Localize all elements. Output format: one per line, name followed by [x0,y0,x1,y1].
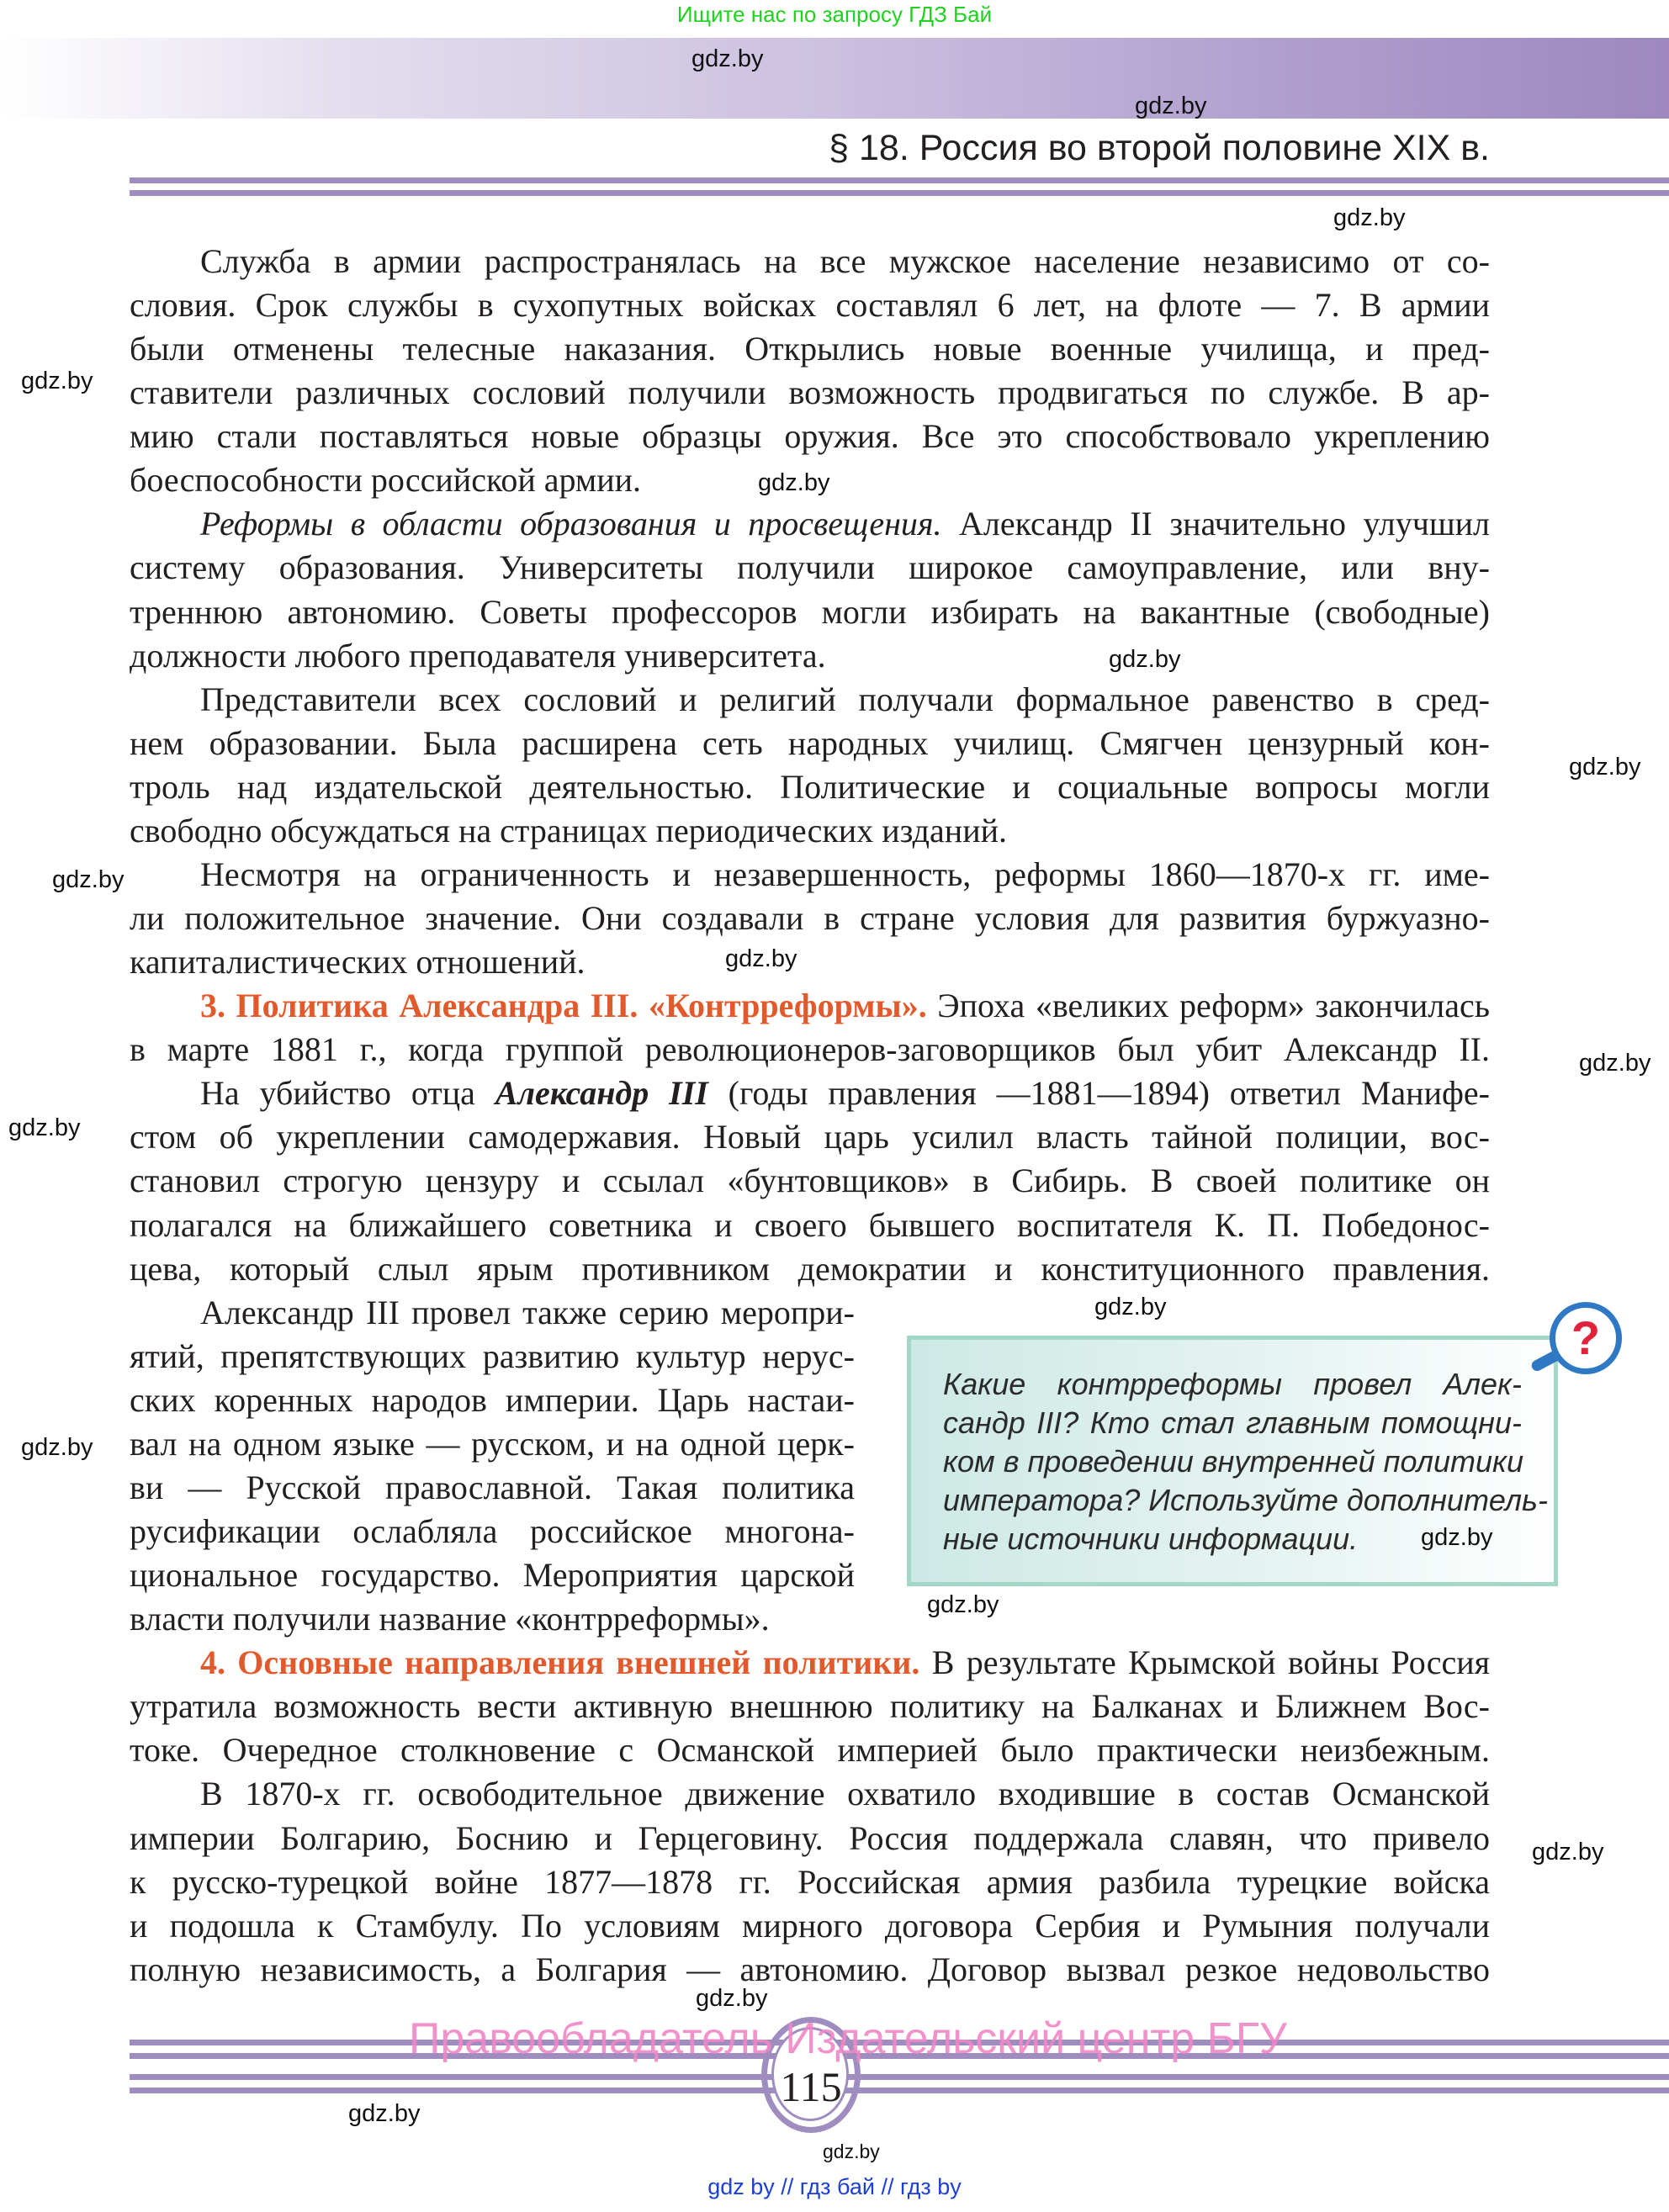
text-span: ви — Русской православной. Такая политика [130,1468,855,1506]
question-line: ком в проведении внутренней политики [943,1444,1524,1479]
gdz-watermark: gdz.by [1135,93,1207,119]
gdz-watermark: gdz.by [52,866,125,893]
text-span: токе. Очередное столкновение с Османской империей было практически неизбежным. [130,1731,1490,1770]
text-line [130,1553,855,1597]
italic-subheading: Реформы в области образования и просвещения. [200,505,942,543]
text-span: в марте 1881 г., когда группой революционеров-заговорщиков был убит Александр II. [130,1030,1490,1069]
gdz-watermark: gdz.by [823,2141,880,2162]
text-line [130,1072,1490,1115]
gdz-watermark: gdz.by [696,1985,768,2012]
text-line [130,502,1490,546]
text-span: русификации ослабляла российское многона- [130,1512,855,1551]
text-line [130,1291,855,1335]
text-line [130,371,1490,415]
gdz-watermark: gdz.by [1333,204,1406,231]
question-line: сандр III? Кто стал главным помощни- [943,1405,1522,1440]
text-span: мию стали поставляться новые образцы оружия. Все это способствовало укреплению [130,417,1490,456]
text-line [130,1028,1490,1072]
text-line [130,1685,1490,1728]
text-span: Служба в армии распространялась на все мужское население независимо от со- [200,242,1490,280]
footer-rule-3 [130,2074,1669,2080]
text-span: и подошла к Стамбулу. По условиям мирного договора Сербия и Румыния получали [130,1906,1490,1945]
gdz-watermark: gdz.by [1109,646,1181,673]
text-span: На убийство отца [200,1074,495,1113]
footer-rule-4 [130,2088,1669,2093]
text-line [130,415,1490,458]
gdz-watermark: gdz.by [927,1591,999,1618]
gdz-watermark: gdz.by [21,1434,93,1461]
text-span: Александр III провел также серию меропри- [200,1293,855,1331]
text-span: должности любого преподавателя университета. [130,636,826,675]
text-span: систему образования. Университеты получили широкое самоуправление, или вну- [130,548,1490,587]
gdz-watermark: gdz.by [1421,1524,1493,1551]
text-span: ли положительное значение. Они создавали в стране условия для развития буржуазно- [130,899,1490,938]
text-line [130,1466,855,1510]
question-line: императора? Используйте дополнитель- [943,1483,1548,1517]
text-line [130,1904,1490,1948]
gdz-watermark: gdz.by [725,945,797,972]
text-span: власти получили название «контрреформы». [130,1600,770,1638]
gdz-watermark: gdz.by [691,45,764,72]
text-line [130,240,1490,283]
text-line [130,1379,855,1422]
magnifier-question-icon: ? [1550,1302,1622,1374]
text-line [130,1860,1490,1904]
gdz-watermark: gdz.by [1569,754,1641,781]
emphasized-name: Александр III [495,1074,708,1113]
text-span: боеспособности российской армии. [130,461,642,500]
page-number: 115 [780,2063,842,2110]
text-line [130,1247,1490,1291]
text-span: полагался на ближайшего советника и своего бывшего воспитателя К. П. Победонос- [130,1205,1490,1244]
text-line [130,546,1490,590]
text-line [130,940,585,984]
text-line [130,765,1490,809]
question-line: Какие контрреформы провел Алек- [943,1367,1522,1401]
gdz-watermark: gdz.by [758,469,830,496]
text-line [130,1641,1490,1685]
gdz-watermark: gdz.by [8,1114,81,1141]
text-span: В результате Крымской войны Россия [919,1643,1491,1682]
text-line [130,634,826,678]
text-line [130,1728,1490,1772]
gdz-watermark: gdz.by [348,2100,421,2127]
text-line [130,590,1490,634]
text-line [130,984,1490,1028]
text-span: цева, который слыл ярым противником демократии и конституционного правления. [130,1249,1490,1288]
bottom-site-links[interactable]: gdz by // гдз бай // гдз by [707,2174,962,2199]
text-line [130,1204,1490,1247]
text-span: стом об укреплении самодержавия. Новый царь усилил власть тайной полиции, вос- [130,1118,1490,1156]
text-span: становил строгую цензуру и ссылал «бунтовщиков» в Сибирь. В своей политике он [130,1162,1490,1200]
search-hint-banner: Ищите нас по запросу ГДЗ Бай [676,2,993,27]
text-span: нем образовании. Была расширена сеть народных училищ. Смягчен цензурный кон- [130,723,1490,762]
text-span: циональное государство. Мероприятия царской [130,1556,855,1595]
text-span: Александр II значительно улучшил [941,505,1490,543]
header-rule-top [130,177,1669,183]
header-band [0,38,1669,119]
text-span: империи Болгарию, Боснию и Герцеговину. Россия поддержала славян, что привело [130,1818,1490,1857]
text-line [130,327,1490,371]
text-line [130,897,1490,940]
section-heading: 4. Основные направления внешней политики. [200,1643,920,1682]
text-span: ставители различных сословий получили возможность продвигаться по службе. В ар- [130,373,1490,412]
section-heading: 3. Политика Александра III. «Контрреформы». [200,987,927,1025]
text-span: утратила возможность вести активную внешнюю политику на Балканах и Ближнем Вос- [130,1687,1490,1726]
text-span: вал на одном языке — русском, и на одной церк- [130,1424,855,1463]
text-line [130,1510,855,1553]
text-line [130,1948,1490,1992]
text-span: полную независимость, а Болгария — автономию. Договор вызвал резкое недовольство [130,1950,1490,1988]
text-span: ских коренных народов империи. Царь настаи- [130,1380,855,1419]
text-span: Несмотря на ограниченность и незавершенность, реформы 1860—1870-х гг. име- [200,855,1490,893]
text-span: капиталистических отношений. [130,943,585,982]
page-title: § 18. Россия во второй половине XIX в. [829,128,1490,168]
gdz-watermark: gdz.by [1094,1294,1167,1320]
text-line [130,1335,855,1379]
gdz-watermark: gdz.by [1532,1839,1604,1865]
text-line [130,853,1490,897]
text-line [130,1597,770,1641]
text-line [130,1772,1490,1816]
text-span: свободно обсуждаться на страницах периодических изданий. [130,811,1008,849]
gdz-watermark: gdz.by [21,368,93,394]
copyright-watermark: Правообладатель Издательский центр БГУ [409,2014,1287,2063]
text-line [130,722,1490,765]
text-span: Эпоха «великих реформ» закончилась [926,987,1490,1025]
text-span: троль над издательской деятельностью. Политические и социальные вопросы могли [130,767,1490,806]
text-span: (годы правления —1881—1894) ответил Манифе- [707,1074,1490,1113]
gdz-watermark: gdz.by [1579,1050,1651,1077]
header-rule-bottom [130,190,1669,196]
text-line [130,1817,1490,1860]
text-span: словия. Срок службы в сухопутных войсках составлял 6 лет, на флоте — 7. В армии [130,286,1490,325]
text-span: к русско-турецкой войне 1877—1878 гг. Российская армия разбила турецкие войска [130,1862,1490,1901]
text-line [130,283,1490,327]
text-line [130,1422,855,1466]
text-span: Представители всех сословий и религий получали формальное равенство в сред- [200,680,1490,718]
text-line [130,1159,1490,1203]
question-line: ные источники информации. [943,1521,1359,1556]
text-line [130,678,1490,722]
text-span: треннюю автономию. Советы профессоров могли избирать на вакантные (свободные) [130,592,1490,631]
text-span: ятий, препятствующих развитию культур нерус- [130,1336,855,1375]
text-line [130,809,1007,853]
text-line [130,458,641,502]
text-span: В 1870-х гг. освободительное движение охватило входившие в состав Османской [200,1775,1490,1813]
text-span: были отменены телесные наказания. Открылись новые военные училища, и пред- [130,330,1490,368]
text-line [130,1115,1490,1159]
